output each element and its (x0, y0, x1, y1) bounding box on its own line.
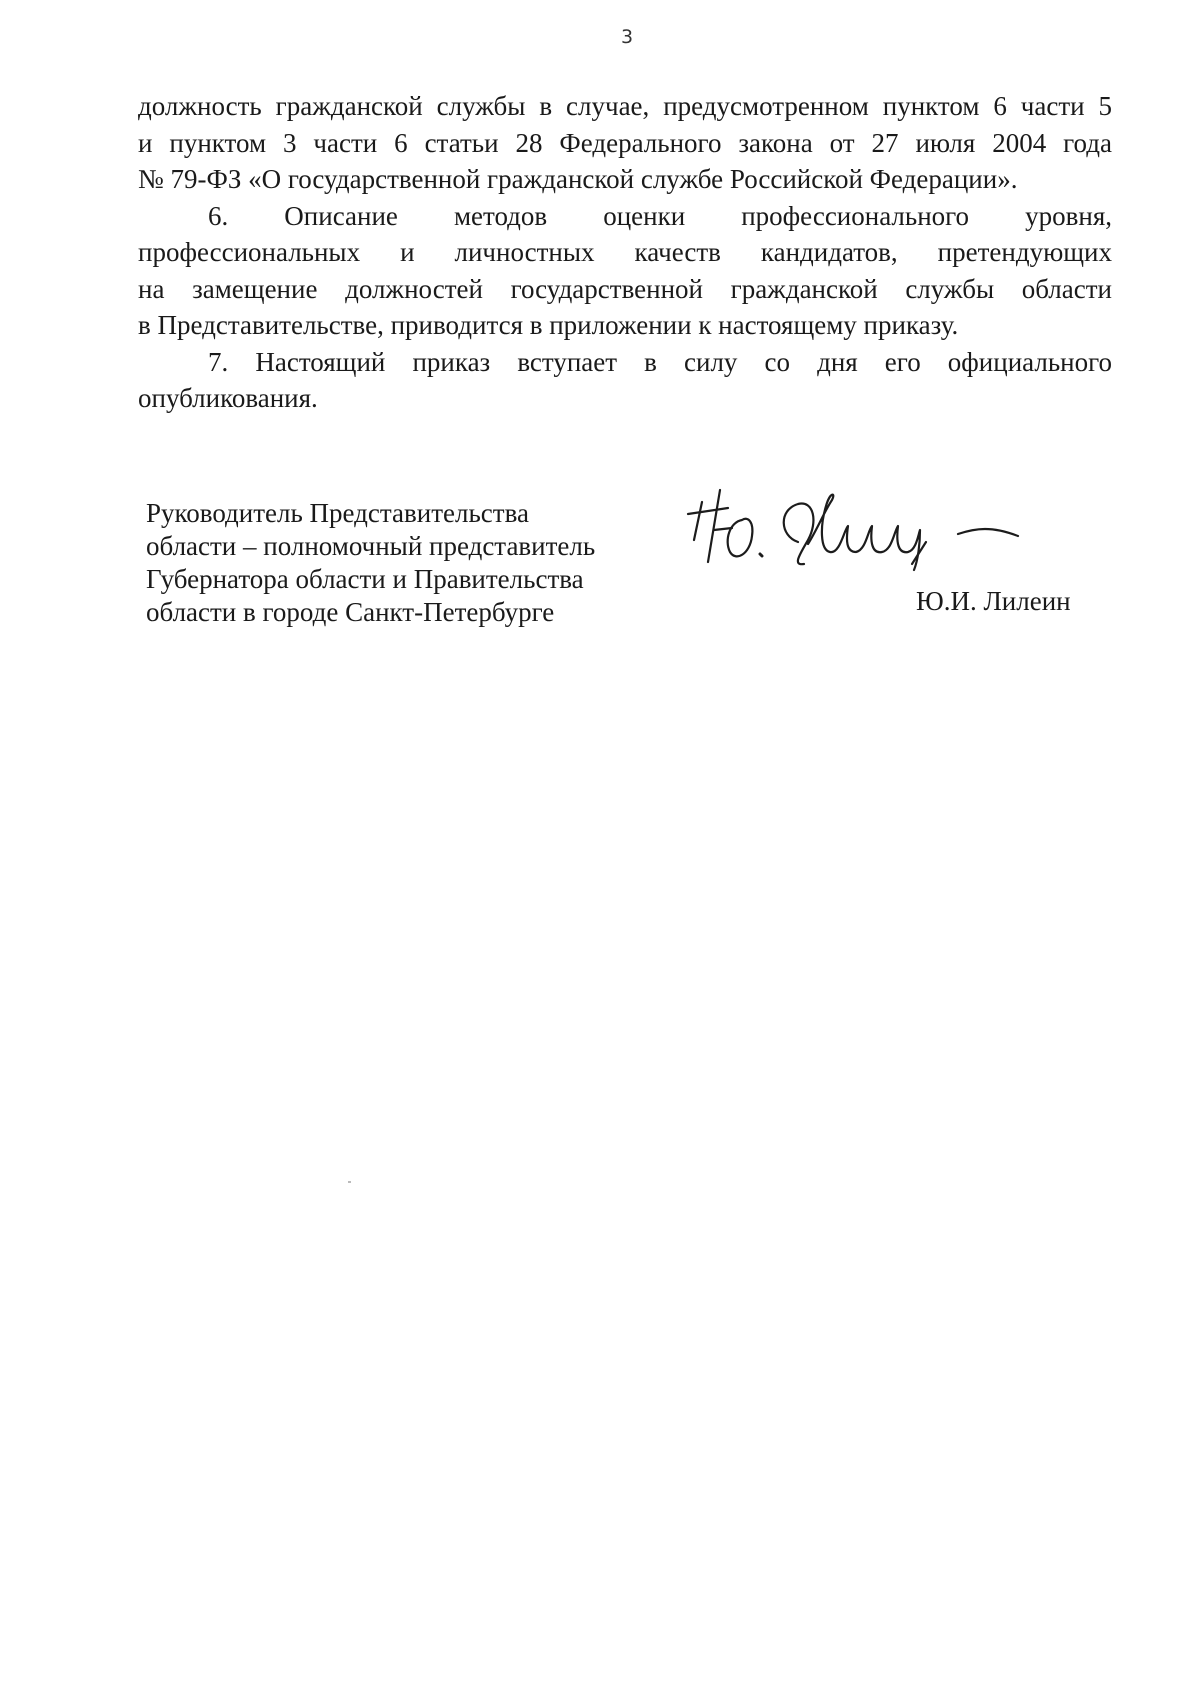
signatory-title-line-4: области в городе Санкт-Петербурге (146, 597, 555, 627)
signatory-title-line-2: области – полномочный представитель (146, 531, 596, 561)
signatory-title-line-3: Губернатора области и Правительства (146, 564, 584, 594)
paragraph-5-line-1: должность гражданской службы в случае, предусмотренном пунктом 6 части 5 (138, 91, 1112, 121)
paragraph-5-line-3: № 79-ФЗ «О государственной гражданской службе Российской Федерации». (138, 164, 1018, 194)
signatory-title-line-1: Руководитель Представительства (146, 498, 529, 528)
paragraph-6-line-2: профессиональных и личностных качеств кандидатов, претендующих (138, 237, 1112, 267)
document-body (138, 88, 1112, 417)
paragraph-5-line-2: и пунктом 3 части 6 статьи 28 Федерального закона от 27 июля 2004 года (138, 127, 1112, 158)
scan-speck (348, 1181, 351, 1183)
signer-name: Ю.И. Лилеин (916, 586, 1071, 616)
paragraph-7-line-1: 7. Настоящий приказ вступает в силу со дня его официального (208, 346, 1112, 377)
paragraph-6-line-3: на замещение должностей государственной гражданской службы области (138, 273, 1112, 304)
handwritten-signature (680, 470, 1030, 590)
paragraph-6-line-4: в Представительстве, приводится в приложении к настоящему приказу. (138, 310, 959, 340)
signatory-title (146, 497, 595, 629)
paragraph-6-line-1: 6. Описание методов оценки профессионального уровня, (208, 200, 1112, 231)
page-number: 3 (620, 26, 634, 48)
paragraph-7-line-2: опубликования. (138, 383, 318, 413)
